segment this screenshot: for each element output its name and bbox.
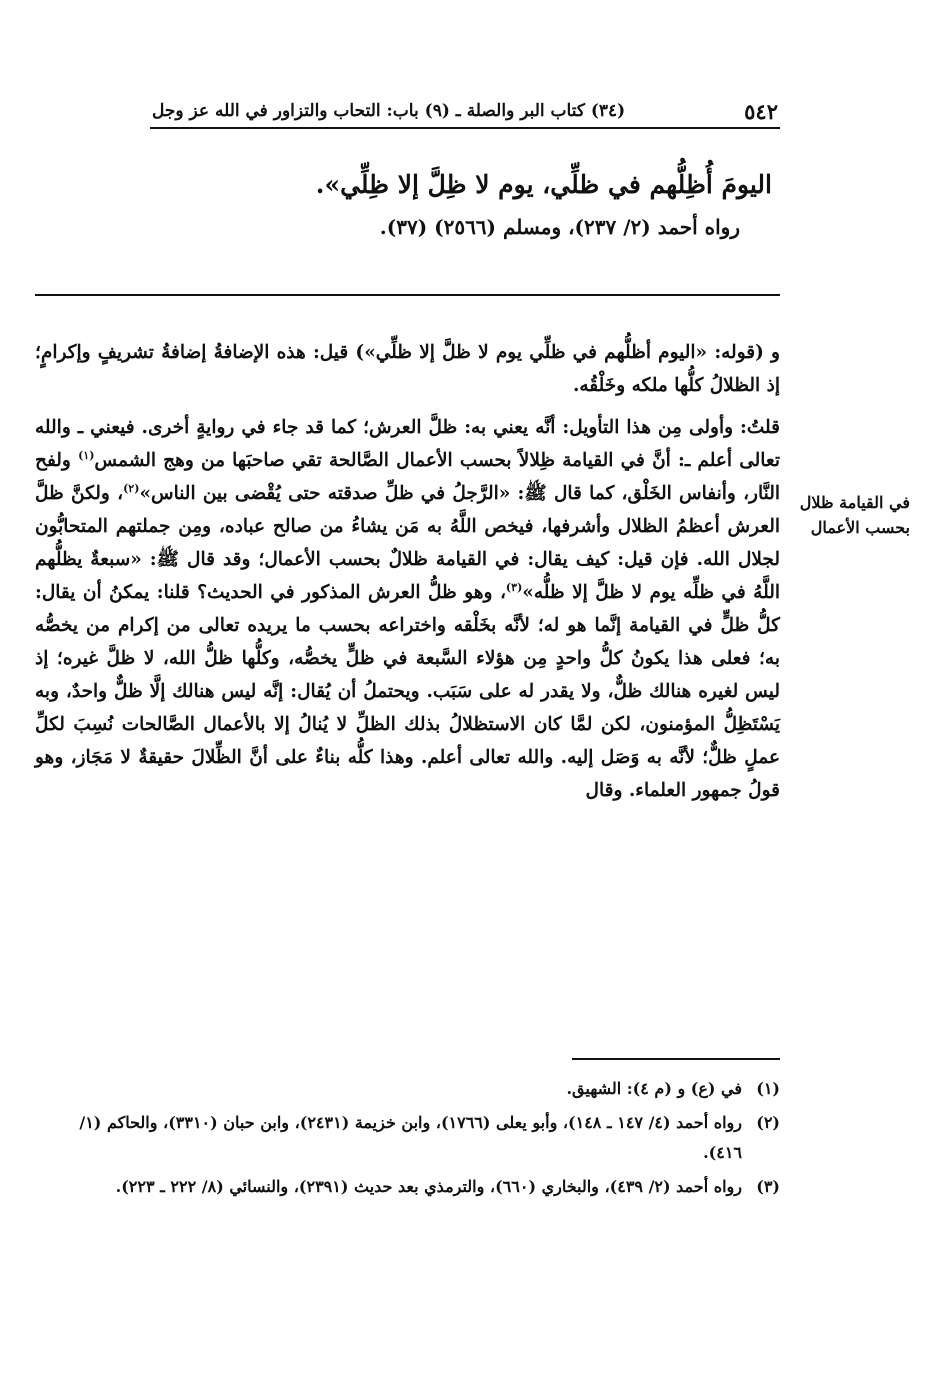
footnote-ref-1[interactable]: (١): [78, 448, 95, 462]
footnote-3: [35, 1172, 780, 1202]
hadith-text: اليومَ أُظِلُّهم في ظلِّي، يوم لا ظِلَّ إلا ظِلِّي».: [315, 170, 772, 199]
paragraph-2-part-a: وأولى مِن هذا التأويل: أنَّه يعني به: ظلَّ العرش؛ كما قد جاء في روايةٍ أخرى. فيعني ـ والله تعالى أعلم ـ: أنَّ في القيامة ظِلالاً بحسب الأعمال الصَّالحة تقي صاحبَها من وهج الشمس: [35, 417, 780, 471]
section-divider: [35, 294, 780, 296]
footnote-text: رواه أحمد (٤/ ١٤٧ ـ ١٤٨)، وأبو يعلى (١٧٦٦)، وابن خزيمة (٢٤٣١)، وابن حبان (٣٣١٠)، والحاكم (١/ ٤١٦).: [79, 1113, 742, 1162]
paragraph-2: [35, 411, 780, 807]
footnote-number: (٢): [756, 1113, 780, 1132]
paragraph-1: و (قوله: «اليوم أظلُّهم في ظلِّي يوم لا ظلَّ إلا ظلِّي») قيل: هذه الإضافةُ إضافةُ تشريفٍ وإكرامٍ؛ إذ الظلالُ كلُّها ملكه وخَلْقُه.: [35, 342, 780, 396]
footnote-ref-2[interactable]: (٢): [123, 481, 140, 495]
qultu-label: قلتُ:: [740, 417, 780, 438]
hadith-quote: [150, 162, 780, 246]
running-title: (٣٤) كتاب البر والصلة ـ (٩) باب: التحاب والتزاور في الله عز وجل: [152, 101, 626, 121]
page-header: [152, 96, 778, 126]
footnote-text: رواه أحمد (٢/ ٤٣٩)، والبخاري (٦٦٠)، والترمذي بعد حديث (٢٣٩١)، والنسائي (٨/ ٢٢٢ ـ ٢٢٣).: [115, 1177, 742, 1196]
commentary-body: [35, 336, 780, 807]
margin-heading: في القيامة ظلال بحسب الأعمال: [799, 493, 910, 537]
page-number: ٥٤٢: [744, 98, 778, 124]
hadith-source: رواه أحمد (٢/ ٢٣٧)، ومسلم (٢٥٦٦) (٣٧).: [379, 215, 740, 239]
footnote-divider: [572, 1058, 780, 1060]
footnote-number: (١): [756, 1079, 780, 1098]
footnote-2: [35, 1108, 780, 1168]
footnotes: [35, 1074, 780, 1206]
paragraph-2-part-d: ، وهو ظلُّ العرش المذكور في الحديث؟ قلنا: يمكنُ أن يقال: كلُّ ظلٍّ في القيامة إنَّما هو له؛ لأنَّه بخَلْقه واختراعه بحسب ما يريده تعالى من إكرام من يخصُّه به؛ فعلى هذا يكونُ كلُّ واحدٍ مِن هؤلاء السَّبعة في ظلٍّ يخصُّه، وكلُّها ظلُّ الله، لا ظلَّ غيره؛ إذ ليس لغيره هنالك ظلٌّ، ولا يقدر له على سَبَب. ويحتملُ أن يُقال: إنَّه ليس هنالك إلَّا ظلٌّ واحدٌ، وبه يَسْتَظِلُّ المؤمنون، لكن لمَّا كان الاستظلالُ بذلك الظلِّ لا يُنالُ إلا بالأعمال الصَّالحات نُسِبَ لكلِّ عملٍ ظلٌّ؛ لأنَّه به وَصَل إليه. والله تعالى أعلم. وهذا كلُّه بناءٌ على أنَّ الظِّلالَ حقيقةٌ لا مَجَاز، وهو قولُ جمهور العلماء. وقال: [35, 582, 780, 801]
footnote-1: [35, 1074, 780, 1104]
footnote-number: (٣): [756, 1177, 780, 1196]
footnote-text: في (ع) و (م ٤): الشهيق.: [566, 1079, 742, 1098]
header-divider: [150, 127, 780, 129]
paragraph-2-part-b: ولفح النَّار، وأنفاس الخَلْق، كما قال ﷺ: «الرَّجلُ في ظلِّ صدقته حتى يُقْضى بين الناس»: [35, 450, 780, 504]
paragraph-2-part-c: ، ولكنَّ ظلَّ العرش أعظمُ الظلال وأشرفها، فيخص اللَّهُ به مَن يشاءُ من صالح عباده، ومِن جملتهم المتحابُّون لجلال الله. فإن قيل: كيف يقال: في القيامة ظلالٌ بحسب الأعمال؛ وقد قال ﷺ: «سبعةٌ يظلُّهم اللَّهُ في ظلِّه يوم لا ظلَّ إلا ظلُّه»: [35, 483, 780, 603]
footnote-ref-3[interactable]: (٣): [505, 580, 523, 594]
